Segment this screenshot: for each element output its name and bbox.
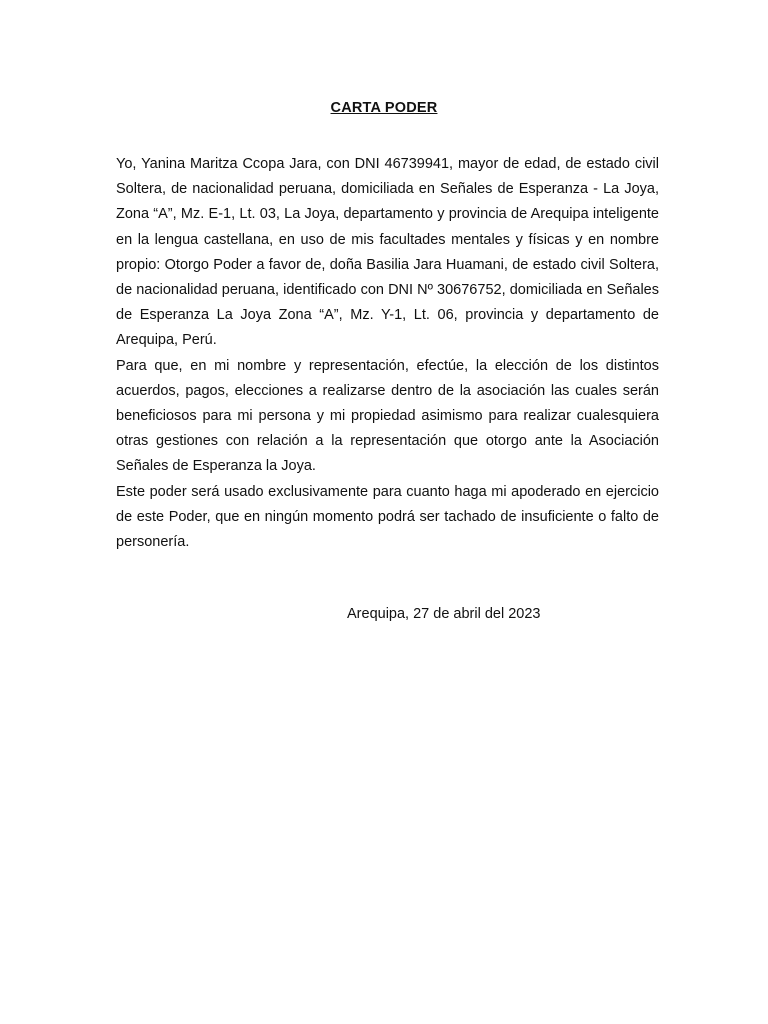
document-title: CARTA PODER [330,100,438,116]
paragraph-purpose: Para que, en mi nombre y representación, efectúe, la elección de los distintos acuerdos, pagos, elecciones a realizarse dentro de la asociación las cuales serán beneficiosos para mi persona y mi propiedad asimismo para realizar cualesquiera otras gestiones con relación a la representación que otorgo ante la Asociación Señales de Esperanza la Joya. [116,357,659,475]
paragraph-grant: Yo, Yanina Maritza Ccopa Jara, con DNI 46739941, mayor de edad, de estado civil Soltera, de nacionalidad peruana, domiciliada en Señales de Esperanza - La Joya, Zona “A”, Mz. E-1, Lt. 03, La Joya, departamento y provincia de Arequipa inteligente en la lengua castellana, en uso de mis facultades mentales y físicas y en nombre propio: Otorgo Poder a favor de, doña Basilia Jara Huamani, de estado civil Soltera, de nacionalidad peruana, identificado con DNI Nº 30676752, domiciliada en Señales de Esperanza La Joya Zona “A”, Mz. Y-1, Lt. 06, provincia y departamento de Arequipa, Perú. [116,156,659,349]
document-body [116,152,659,555]
paragraph-validity: Este poder será usado exclusivamente para cuanto haga mi apoderado en ejercicio de este Poder, que en ningún momento podrá ser tachado de insuficiente o falto de personería. [116,483,659,551]
date-line: Arequipa, 27 de abril del 2023 [347,606,541,622]
